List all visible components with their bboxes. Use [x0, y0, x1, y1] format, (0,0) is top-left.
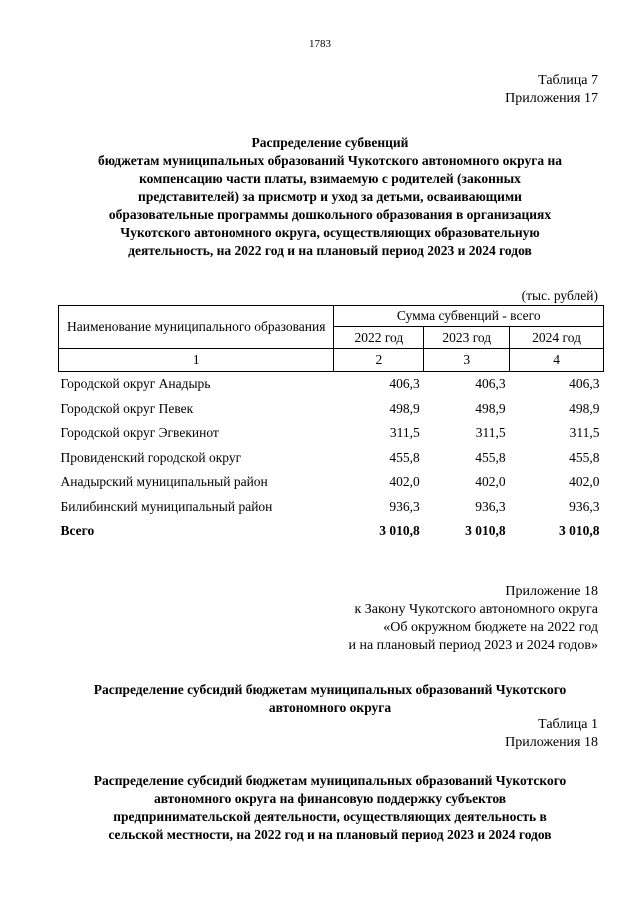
- row-value-2022: 455,8: [389, 449, 420, 465]
- table-row: [59, 446, 604, 471]
- row-value-2023: 311,5: [475, 425, 506, 441]
- title-line: компенсацию части платы, взимаемую с родителей (законных: [139, 171, 521, 186]
- units-label: (тыс. рублей): [521, 288, 598, 303]
- row-name: Анадырский муниципальный район: [60, 474, 268, 490]
- row-name: Городской округ Певек: [60, 400, 194, 416]
- row-name: Городской округ Эгвекинот: [60, 425, 219, 441]
- title-line: автономного округа на финансовую поддержку субъектов: [153, 791, 507, 806]
- row-value-2024: 402,0: [569, 474, 600, 490]
- title-line: предпринимательской деятельности, осуществляющих деятельность в: [113, 809, 547, 824]
- index-cell: 1: [59, 349, 334, 372]
- row-name: Городской округ Анадырь: [60, 376, 211, 392]
- table1-reference: [505, 716, 598, 752]
- row-value-2022: 402,0: [389, 474, 420, 490]
- index-row: [59, 349, 604, 372]
- title-line: образовательные программы дошкольного образования в организациях: [108, 207, 552, 222]
- title-line: бюджетам муниципальных образований Чукотского автономного округа на: [97, 153, 563, 168]
- row-name: Билибинский муниципальный район: [60, 498, 273, 514]
- header-year-2022: 2022 год: [334, 327, 424, 349]
- row-value-2023: 936,3: [475, 498, 506, 514]
- total-name: Всего: [60, 523, 95, 539]
- total-value-2024: 3 010,8: [559, 523, 600, 539]
- table1-label: Таблица 1: [538, 717, 598, 732]
- total-row: [59, 519, 604, 544]
- page-number: 1783: [309, 38, 331, 50]
- row-value-2024: 498,9: [569, 400, 600, 416]
- title-line: представителей) за присмотр и уход за детьми, осваивающими: [138, 189, 522, 204]
- table1-title: [50, 772, 610, 844]
- row-name: Провиденский городской округ: [60, 449, 242, 465]
- table-row: [59, 421, 604, 446]
- table7-appendix: Приложения 17: [505, 91, 598, 106]
- title-line: Распределение субсидий бюджетам муниципальных образований Чукотского: [93, 773, 567, 788]
- table-row: [59, 470, 604, 495]
- total-value-2023: 3 010,8: [465, 523, 506, 539]
- row-value-2023: 406,3: [475, 376, 506, 392]
- appendix-line: Приложение 18: [505, 584, 598, 599]
- row-value-2023: 402,0: [475, 474, 506, 490]
- title-line: Чукотского автономного округа, осуществляющих образовательную: [120, 225, 540, 240]
- row-value-2023: 498,9: [475, 400, 506, 416]
- table-row: [59, 495, 604, 520]
- row-value-2022: 498,9: [389, 400, 420, 416]
- index-cell: 2: [334, 349, 424, 372]
- table1-appendix: Приложения 18: [505, 735, 598, 750]
- row-value-2024: 936,3: [569, 498, 600, 514]
- title-line: деятельность, на 2022 год и на плановый период 2023 и 2024 годов: [128, 243, 532, 258]
- row-value-2024: 406,3: [569, 376, 600, 392]
- section-title: [50, 681, 610, 717]
- title-line: автономного округа: [268, 700, 392, 715]
- table7-title: [50, 134, 610, 260]
- title-line: сельской местности, на 2022 год и на плановый период 2023 и 2024 годов: [108, 827, 552, 842]
- table7-label: Таблица 7: [538, 73, 598, 88]
- table7-reference: [505, 72, 598, 108]
- table-row: [59, 397, 604, 422]
- appendix-line: «Об окружном бюджете на 2022 год: [383, 620, 598, 635]
- title-line: Распределение субвенций: [251, 135, 409, 150]
- subvention-table: [58, 305, 604, 544]
- row-value-2022: 936,3: [389, 498, 420, 514]
- table-row: [59, 372, 604, 397]
- index-cell: 4: [510, 349, 604, 372]
- total-value-2022: 3 010,8: [379, 523, 420, 539]
- title-line: Распределение субсидий бюджетам муниципальных образований Чукотского: [93, 682, 567, 697]
- row-value-2024: 455,8: [569, 449, 600, 465]
- index-cell: 3: [424, 349, 510, 372]
- row-value-2023: 455,8: [475, 449, 506, 465]
- row-value-2022: 406,3: [389, 376, 420, 392]
- header-year-2023: 2023 год: [424, 327, 510, 349]
- appendix18-heading: [348, 583, 598, 655]
- appendix-line: и на плановый период 2023 и 2024 годов»: [348, 638, 598, 653]
- row-value-2022: 311,5: [389, 425, 420, 441]
- row-value-2024: 311,5: [569, 425, 600, 441]
- appendix-line: к Закону Чукотского автономного округа: [354, 602, 598, 617]
- header-sum: Сумма субвенций - всего: [334, 306, 604, 327]
- header-year-2024: 2024 год: [510, 327, 604, 349]
- header-name: Наименование муниципального образования: [59, 306, 334, 349]
